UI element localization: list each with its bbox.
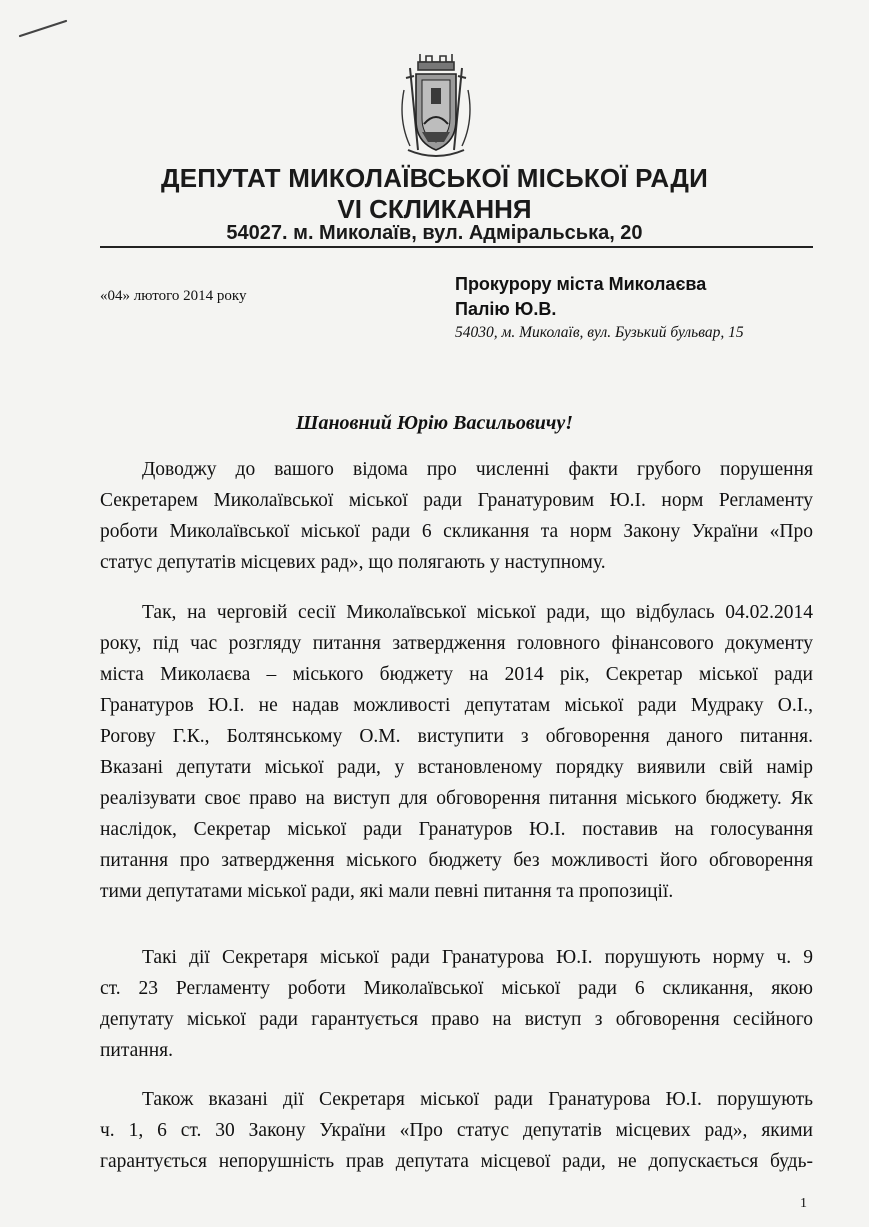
text-line: Доводжу до вашого відома про численні факти грубого порушення [142,459,813,480]
header-address: 54027. м. Миколаїв, вул. Адміральська, 20 [226,222,643,244]
pen-mark [18,18,68,38]
text-line: року, під час розгляду питання затвердження головного фінансового документу [100,633,813,654]
header-convocation: VI СКЛИКАННЯ [337,194,532,224]
body-paragraph [100,942,813,1066]
header-divider [100,246,813,248]
text-line: гарантується непорушність прав депутата місцевої ради, не допускається будь- [100,1151,813,1172]
page-number: 1 [800,1196,807,1211]
text-line: статус депутатів місцевих рад», що полягають у наступному. [100,552,606,573]
text-line: міста Миколаєва – міського бюджету на 2014 рік, Секретар міської ради [100,664,813,685]
salutation: Шановний Юрію Васильовичу! [295,412,574,434]
text-line: питання про затвердження міського бюджету без можливості його обговорення [100,850,813,871]
text-line: Гранатуров Ю.І. не надав можливості депутатам міської ради Мудраку О.І., [100,695,813,716]
text-line: ст. 23 Регламенту роботи Миколаївської міської ради 6 скликання, якою [100,978,813,999]
header-title: ДЕПУТАТ МИКОЛАЇВСЬКОЇ МІСЬКОЇ РАДИ [161,163,708,193]
letter-date: «04» лютого 2014 року [100,288,247,304]
text-line: Також вказані дії Секретаря міської ради Гранатурова Ю.І. порушують [142,1089,813,1110]
text-line: Такі дії Секретаря міської ради Гранатурова Ю.І. порушують норму ч. 9 [142,947,813,968]
text-line: Секретарем Миколаївської міської ради Гранатуровим Ю.І. норм Регламенту [100,490,813,511]
text-line: питання. [100,1040,174,1061]
body-paragraph [100,1084,813,1177]
text-line: реалізувати своє право на виступ для обговорення питання міського бюджету. Як [100,788,813,809]
text-line: наслідок, Секретар міської ради Гранатуров Ю.І. поставив на голосування [100,819,813,840]
recipient-title: Прокурору міста Миколаєва [455,274,707,294]
text-line: ч. 1, 6 ст. 30 Закону України «Про статус депутатів місцевих рад», якими [100,1120,813,1141]
text-line: тими депутатами міської ради, які мали певні питання та пропозиції. [100,881,674,902]
body-paragraph [100,454,813,578]
text-line: Рогову Г.К., Болтянському О.М. виступити з обговорення даного питання. [100,726,813,747]
recipient-name: Палію Ю.В. [455,299,557,319]
text-line: Так, на черговій сесії Миколаївської міської ради, що відбулась 04.02.2014 [142,602,813,623]
city-coat-of-arms [396,50,476,162]
text-line: депутату міської ради гарантується право на виступ з обговорення сесійного [100,1009,813,1030]
text-line: Вказані депутати міської ради, у встановленому порядку виявили свій намір [100,757,813,778]
body-paragraph [100,597,813,907]
text-line: роботи Миколаївської міської ради 6 скликання та норм Закону України «Про [100,521,813,542]
recipient-address: 54030, м. Миколаїв, вул. Бузький бульвар, 15 [455,324,744,341]
